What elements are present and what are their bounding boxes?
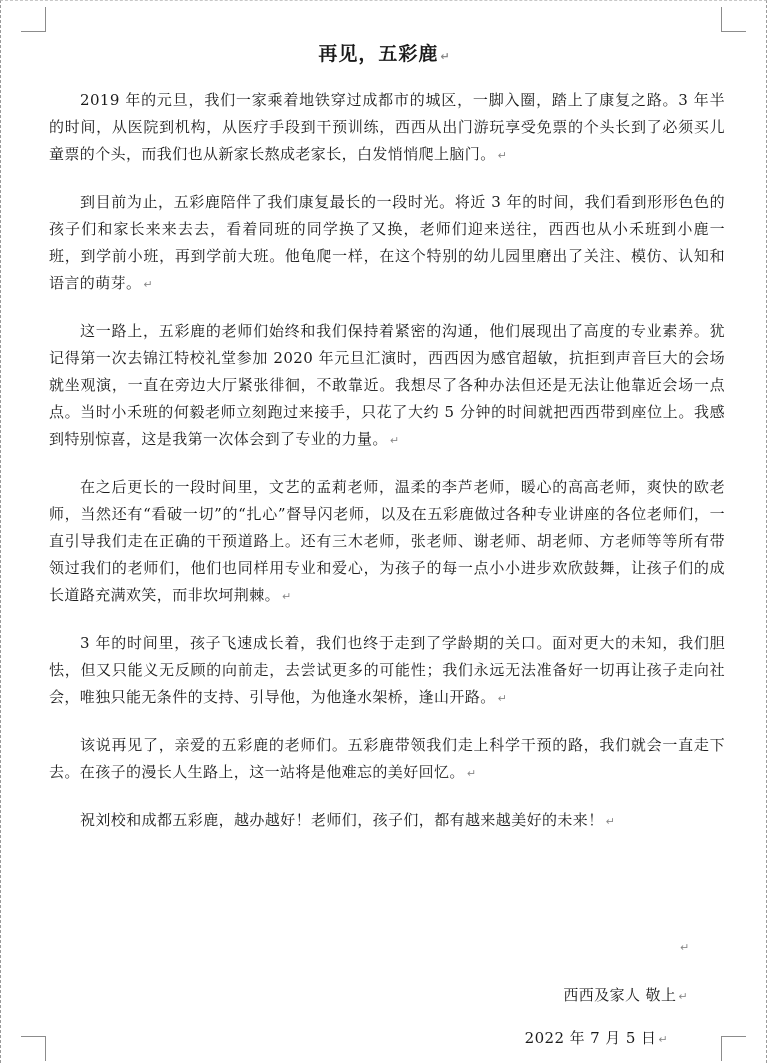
document-body <box>49 87 725 855</box>
paragraph-text: 该说再见了，亲爱的五彩鹿的老师们。五彩鹿带领我们走上科学干预的路，我们就会一直走下去。在孩子的漫长人生路上，这一站将是他难忘的美好回忆。 <box>49 736 725 781</box>
paragraph-text: 这一路上，五彩鹿的老师们始终和我们保持着紧密的沟通，他们展现出了高度的专业素养。犹记得第一次去锦江特校礼堂参加 2020 年元旦汇演时，西西因为感官超敏，抗拒到声音巨大的会场就坐观演，一直在旁边大厅紧张徘徊，不敢靠近。我想尽了各种办法但还是无法让他靠近会场一点点。当时小禾班的何毅老师立刻跑过来接手，只花了大约 5 分钟的时间就把西西带到座位上。我感到特别惊喜，这是我第一次体会到了专业的力量。 <box>49 322 725 448</box>
signature <box>563 984 688 1005</box>
paragraph-mark-icon: ↵ <box>678 990 688 1003</box>
signature-text: 西西及家人 敬上 <box>563 986 677 1004</box>
margin-corner-bottom-right <box>721 1036 746 1061</box>
paragraph-mark-icon: ↵ <box>389 434 400 447</box>
paragraph-text: 2019 年的元旦，我们一家乘着地铁穿过成都市的城区，一脚入圈，踏上了康复之路。3 年半的时间，从医院到机构，从医疗手段到干预训练，西西从出门游玩享受免票的个头长到了必须买儿童票的个头，而我们也从新家长熬成老家长，白发悄悄爬上脑门。 <box>49 91 725 163</box>
paragraph-text: 到目前为止，五彩鹿陪伴了我们康复最长的一段时光。将近 3 年的时间，我们看到形形色色的孩子们和家长来来去去，看着同班的同学换了又换，老师们迎来送往，西西也从小禾班到小鹿一班，到学前小班，再到学前大班。他龟爬一样，在这个特别的幼儿园里磨出了关注、模仿、认知和语言的萌芽。 <box>49 193 725 292</box>
document-title-text: 再见，五彩鹿 <box>318 43 439 65</box>
margin-corner-top-right <box>721 7 746 32</box>
paragraph-mark-icon: ↵ <box>497 149 508 162</box>
paragraph-3 <box>49 318 725 454</box>
empty-paragraph-mark-icon: ↵ <box>680 941 690 954</box>
paragraph-mark-icon: ↵ <box>497 692 508 705</box>
paragraph-2 <box>49 189 725 298</box>
paragraph-text: 3 年的时间里，孩子飞速成长着，我们也终于走到了学龄期的关口。面对更大的未知，我们胆怯，但又只能义无反顾的向前走，去尝试更多的可能性；我们永远无法准备好一切再让孩子走向社会，唯独只能无条件的支持、引导他，为他逢水架桥，逢山开路。 <box>49 634 725 706</box>
paragraph-mark-icon: ↵ <box>466 767 477 780</box>
paragraph-mark-icon: ↵ <box>605 815 616 828</box>
letter-date-text: 2022 年 7 月 5 日 <box>524 1029 657 1047</box>
paragraph-mark-icon: ↵ <box>143 278 154 291</box>
paragraph-5 <box>49 630 725 712</box>
margin-corner-bottom-left <box>21 1036 46 1061</box>
paragraph-4 <box>49 474 725 610</box>
document-title <box>1 39 767 66</box>
margin-corner-top-left <box>21 7 46 32</box>
paragraph-1 <box>49 87 725 169</box>
paragraph-mark-icon: ↵ <box>440 50 451 63</box>
paragraph-6 <box>49 732 725 787</box>
paragraph-mark-icon: ↵ <box>658 1033 668 1046</box>
paragraph-7 <box>49 807 725 835</box>
paragraph-mark-icon: ↵ <box>282 590 292 603</box>
letter-date <box>525 1027 668 1048</box>
paragraph-text: 祝刘校和成都五彩鹿，越办越好！老师们，孩子们，都有越来越美好的未来！ <box>80 811 604 829</box>
paragraph-text: 在之后更长的一段时间里，文艺的孟莉老师，温柔的李芦老师，暖心的高高老师，爽快的欧老师，当然还有“看破一切”的“扎心”督导闪老师，以及在五彩鹿做过各种专业讲座的各位老师们，一直引导我们走在正确的干预道路上。还有三木老师，张老师、谢老师、胡老师、方老师等等所有带领过我们的老师们，他们也同样用专业和爱心，为孩子的每一点小小进步欢欣鼓舞，让孩子们的成长道路充满欢笑，而非坎坷荆棘。 <box>49 478 725 604</box>
